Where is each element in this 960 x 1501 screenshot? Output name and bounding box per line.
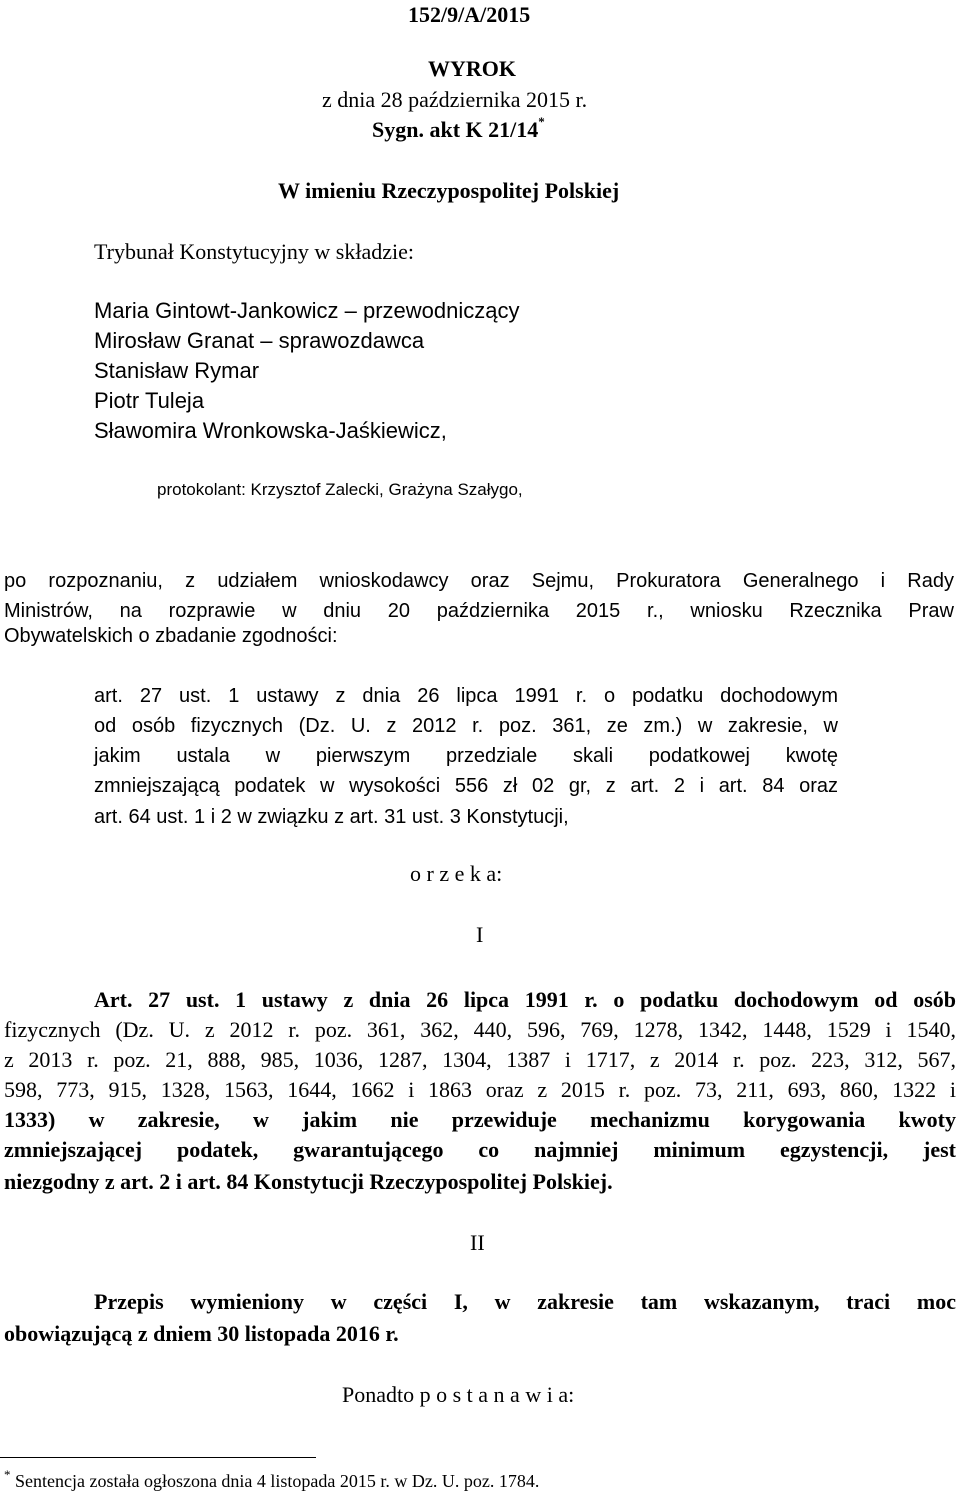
ruling-line: Art. 27 ust. 1 ustawy z dnia 26 lipca 1991 r. o podatku dochodowym od osób: [94, 987, 956, 1012]
proceedings-line: po rozpoznaniu, z udziałem wnioskodawcy oraz Sejmu, Prokuratora Generalnego i Rady: [4, 570, 954, 592]
ruling-line: fizycznych (Dz. U. z 2012 r. poz. 361, 362, 440, 596, 769, 1278, 1342, 1448, 1529 i 1540,: [4, 1017, 956, 1042]
ruling-line: z 2013 r. poz. 21, 888, 985, 1036, 1287, 1304, 1387 i 1717, z 2014 r. poz. 223, 312, 567,: [4, 1047, 956, 1072]
footnote: [4, 1467, 540, 1491]
in-name-of-republic: W imieniu Rzeczypospolitej Polskiej: [278, 178, 620, 203]
subject-line: jakim ustala w pierwszym przedziale skali podatkowej kwotę: [94, 745, 838, 767]
ruling-line: zmniejszającej podatek, gwarantującego co najmniej minimum egzystencji, jest: [4, 1137, 956, 1162]
ruling-line: obowiązującą z dniem 30 listopada 2016 r.: [4, 1321, 399, 1346]
ruling-line: 598, 773, 915, 1328, 1563, 1644, 1662 i 1863 oraz z 2015 r. poz. 73, 211, 693, 860, 1322 i: [4, 1077, 956, 1102]
ruling-line: Przepis wymieniony w części I, w zakresie tam wskazanym, traci moc: [94, 1289, 956, 1314]
verdict-date: z dnia 28 października 2015 r.: [322, 87, 588, 112]
verdict-title: WYROK: [428, 56, 516, 81]
member-rapporteur: Mirosław Granat – sprawozdawca: [94, 328, 425, 353]
ruling-line: 1333) w zakresie, w jakim nie przewiduje mechanizmu korygowania kwoty: [4, 1107, 956, 1132]
subject-line: art. 27 ust. 1 ustawy z dnia 26 lipca 1991 r. o podatku dochodowym: [94, 685, 838, 707]
ruling-heading: o r z e k a:: [410, 861, 503, 886]
footnote-marker: *: [538, 114, 545, 129]
clerks: protokolant: Krzysztof Zalecki, Grażyna Szałygo,: [157, 480, 523, 499]
ruling-line: niezgodny z art. 2 i art. 84 Konstytucji Rzeczypospolitej Polskiej.: [4, 1169, 613, 1194]
subject-line: art. 64 ust. 1 i 2 w związku z art. 31 ust. 3 Konstytucji,: [94, 806, 569, 828]
subject-line: od osób fizycznych (Dz. U. z 2012 r. poz. 361, ze zm.) w zakresie, w: [94, 715, 838, 737]
footnote-marker: *: [4, 1467, 11, 1482]
composition-intro: Trybunał Konstytucyjny w składzie:: [94, 239, 414, 264]
member-chair: Maria Gintowt-Jankowicz – przewodniczący: [94, 298, 520, 323]
member: Sławomira Wronkowska-Jaśkiewicz,: [94, 418, 447, 443]
publication-number: 152/9/A/2015: [408, 2, 531, 27]
member: Piotr Tuleja: [94, 388, 205, 413]
proceedings-line: Obywatelskich o zbadanie zgodności:: [4, 625, 338, 647]
subject-line: zmniejszającą podatek w wysokości 556 zł 02 gr, z art. 2 i art. 84 oraz: [94, 775, 838, 797]
further-decision-heading: Ponadto p o s t a n a w i a:: [342, 1382, 575, 1407]
footnote-text: Sentencja została ogłoszona dnia 4 listopada 2015 r. w Dz. U. poz. 1784.: [15, 1471, 540, 1491]
footnote-divider: [0, 1457, 316, 1458]
part-one-numeral: I: [476, 922, 484, 947]
part-two-numeral: II: [470, 1230, 485, 1255]
member: Stanisław Rymar: [94, 358, 260, 383]
case-reference: Sygn. akt K 21/14*: [372, 114, 545, 142]
proceedings-line: Ministrów, na rozprawie w dniu 20 października 2015 r., wniosku Rzecznika Praw: [4, 600, 954, 622]
